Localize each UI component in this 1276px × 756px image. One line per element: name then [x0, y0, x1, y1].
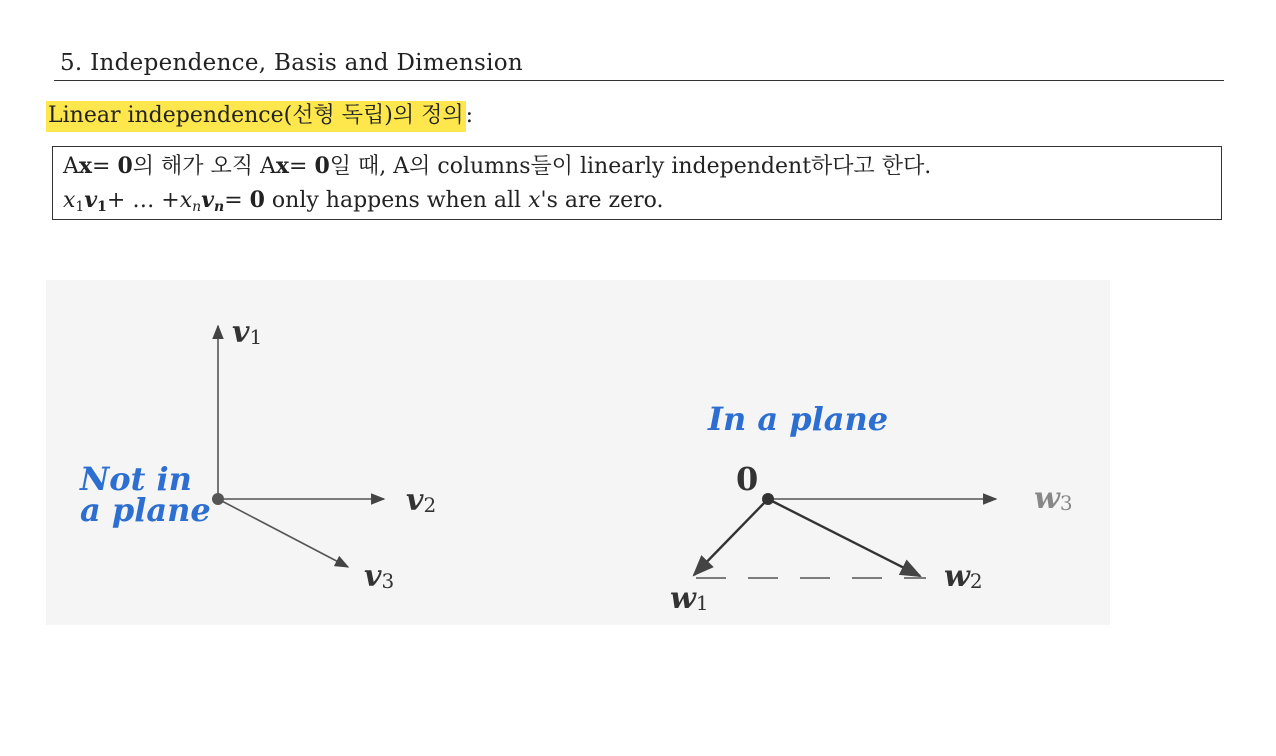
- definition-line-1: [63, 149, 931, 180]
- label-v2: v2: [406, 483, 437, 518]
- origin-dot: [212, 493, 224, 505]
- equals: =: [92, 154, 118, 179]
- definition-highlight: Linear independence(선형 독립)의 정의: [46, 101, 466, 132]
- heading-underline: [54, 80, 1224, 81]
- text-segment: 's are zero.: [540, 188, 664, 213]
- var-v: v: [84, 187, 98, 213]
- right-diagram: [670, 400, 1073, 616]
- vector-w1-arrow: [694, 499, 768, 575]
- subscript: 1: [97, 199, 107, 215]
- equals: =: [289, 154, 315, 179]
- caption-not-in-plane-2: a plane: [80, 491, 211, 529]
- label-w2: w2: [944, 559, 983, 594]
- section-heading: 5. Independence, Basis and Dimension: [60, 50, 523, 76]
- definition-box: [52, 146, 1222, 220]
- zero-vector: 0: [314, 153, 330, 179]
- subscript: n: [192, 199, 202, 215]
- equals: =: [224, 188, 250, 213]
- var-x: x: [179, 188, 193, 213]
- definition-colon: :: [465, 103, 473, 128]
- caption-not-in-plane-1: Not in: [80, 460, 192, 498]
- vector-v3-arrow: [218, 499, 348, 567]
- definition-line-2: [63, 187, 663, 215]
- label-v1: v1: [232, 315, 263, 350]
- label-w1: w1: [670, 581, 709, 616]
- label-v3: v3: [364, 559, 395, 594]
- label-origin-zero: 0: [736, 460, 759, 498]
- var-x: x: [63, 188, 76, 213]
- text-segment: only happens when all: [264, 188, 529, 213]
- text-a: A: [63, 154, 79, 179]
- var-x: x: [528, 188, 541, 213]
- zero-vector: 0: [249, 187, 265, 213]
- definition-label: [46, 98, 473, 129]
- vector-diagram: [46, 280, 1110, 625]
- zero-vector: 0: [117, 153, 133, 179]
- origin-dot: [762, 493, 774, 505]
- left-diagram: [79, 315, 436, 594]
- vector-x: x: [275, 153, 290, 179]
- vector-w2-arrow: [768, 499, 920, 576]
- label-w3: w3: [1034, 481, 1073, 516]
- subscript: 1: [75, 199, 85, 215]
- text-segment: 의 해가 오직 A: [132, 154, 276, 179]
- var-v: v: [201, 187, 214, 213]
- vector-x: x: [78, 153, 93, 179]
- subscript: n: [214, 199, 225, 215]
- caption-in-plane: In a plane: [708, 400, 889, 438]
- plus-ellipsis: + … +: [106, 188, 180, 213]
- text-segment: 일 때, A의 columns들이 linearly independent하다고 한다.: [329, 154, 932, 179]
- vector-figure: [46, 280, 1110, 625]
